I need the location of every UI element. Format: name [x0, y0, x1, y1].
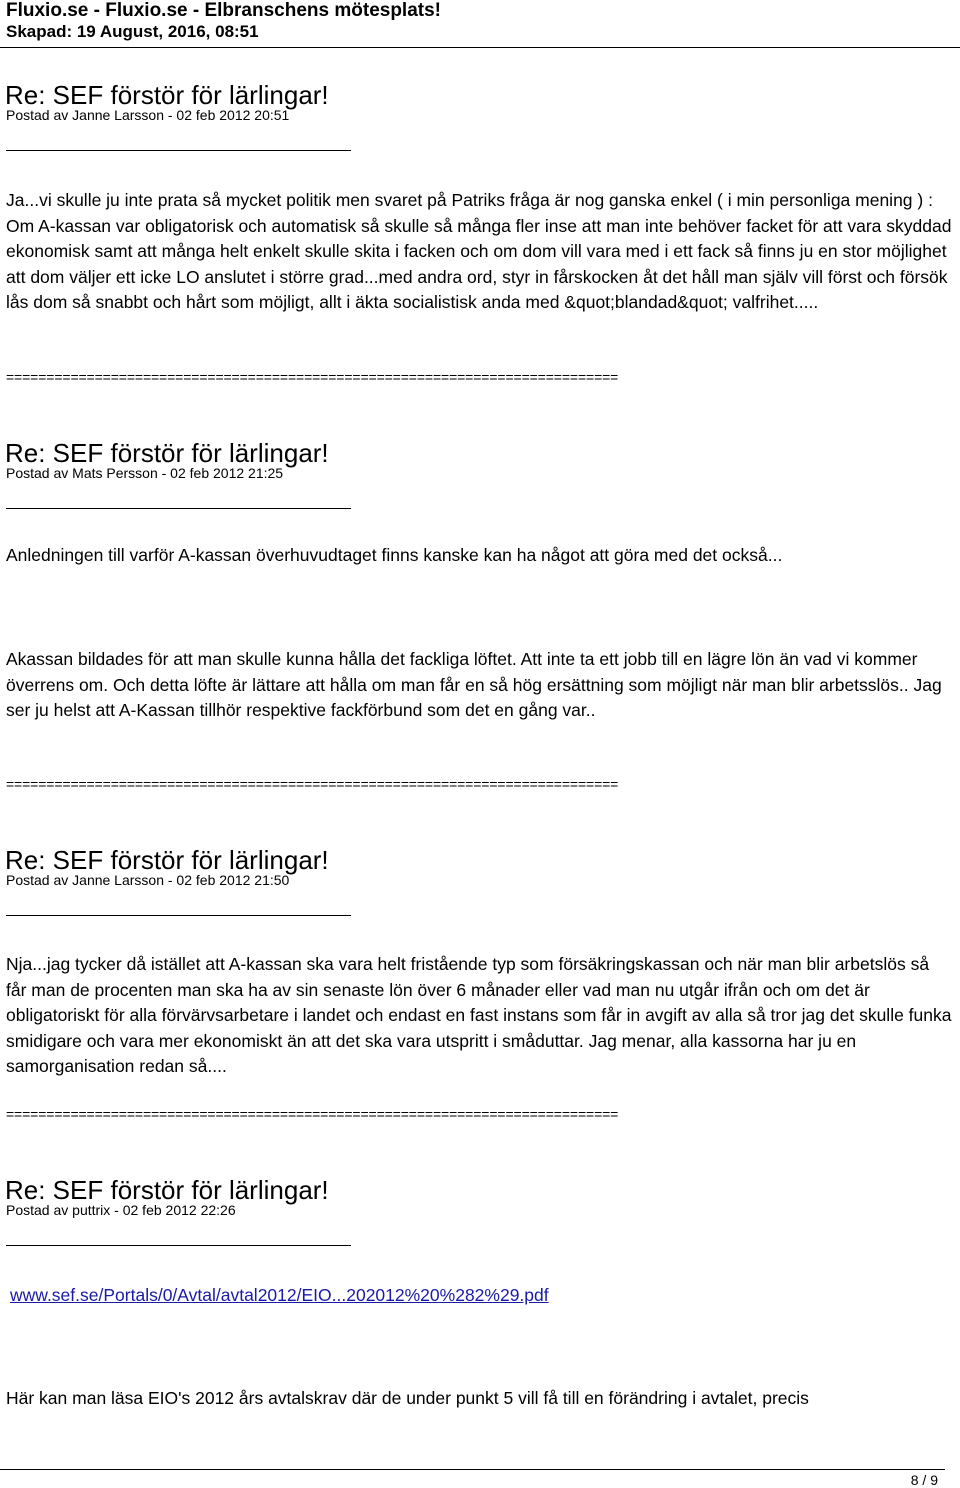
post-title: Re: SEF förstör för lärlingar!: [5, 845, 329, 875]
post-title: Re: SEF förstör för lärlingar!: [5, 1175, 329, 1205]
post-title: Re: SEF förstör för lärlingar!: [5, 438, 329, 468]
post-title: Re: SEF förstör för lärlingar!: [5, 80, 329, 110]
post-meta: Postad av Janne Larsson - 02 feb 2012 21:50: [6, 872, 290, 888]
post-meta: Postad av Janne Larsson - 02 feb 2012 20:51: [6, 107, 290, 123]
page-number: 8 / 9: [910, 1472, 938, 1488]
post-body: Här kan man läsa EIO's 2012 års avtalskrav där de under punkt 5 vill få till en förändring i avtalet, precis: [6, 1388, 809, 1408]
post-body: Ja...vi skulle ju inte prata så mycket politik men svaret på Patriks fråga är nog ganska enkel ( i min personliga mening ) : Om A-kassan var obligatorisk och automatisk så skulle så många fler inse att man inte behöver facket för att vara skyddad ekonomisk samt att många helt enkelt skulle skita i facken och om dom vill vara med i ett fack så finns ju en stor möjlighet att dom väljer ett icke LO anslutet i större grad...med andra ord, styr in fårskocken åt det håll man själv vill först och försök lås dom så snabbt och hårt som möjligt, allt i äkta socialistisk anda med &quot;blandad&quot; valfrihet.....: [6, 190, 952, 312]
meta-divider: [6, 150, 351, 151]
post-separator: ============================================================================: [6, 369, 619, 385]
meta-divider: [6, 508, 351, 509]
post-separator: ============================================================================: [6, 776, 619, 792]
post-meta: Postad av puttrix - 02 feb 2012 22:26: [6, 1202, 236, 1218]
post-meta: Postad av Mats Persson - 02 feb 2012 21:25: [6, 465, 284, 481]
post-body: Akassan bildades för att man skulle kunna hålla det fackliga löftet. Att inte ta ett jobb till en lägre lön än vad vi kommer överrens om. Och detta löfte är lättare att hålla om man får en så hög ersättning som möjligt när man blir arbetsslös.. Jag ser ju helst att A-Kassan tillhör respektive fackförbund som det en gång var..: [6, 649, 942, 720]
site-title: Fluxio.se - Fluxio.se - Elbranschens mötesplats!: [6, 0, 441, 21]
footer-divider: [0, 1469, 945, 1470]
post-body: Nja...jag tycker då istället att A-kassan ska vara helt fristående typ som försäkringskassan och när man blir arbetslös så får man de procenten man ska ha av sin senaste lön över 6 månader eller vad man nu utgår ifrån och om det är obligatoriskt för alla förvärvsarbetare i landet och endast en fast instans som får in avgift av alla så tror jag det skulle funka smidigare och vara mer ekonomiskt än att det ska vara utspritt i småduttar. Jag menar, alla kassorna har ju en samorganisation redan så....: [6, 954, 952, 1076]
pdf-link[interactable]: www.sef.se/Portals/0/Avtal/avtal2012/EIO...202012%20%282%29.pdf: [10, 1285, 549, 1305]
post-separator: ============================================================================: [6, 1106, 619, 1122]
header-divider: [0, 47, 960, 48]
created-date: Skapad: 19 August, 2016, 08:51: [6, 22, 259, 41]
meta-divider: [6, 1245, 351, 1246]
meta-divider: [6, 915, 351, 916]
post-body: Anledningen till varför A-kassan överhuvudtaget finns kanske kan ha något att göra med det också...: [6, 545, 783, 565]
